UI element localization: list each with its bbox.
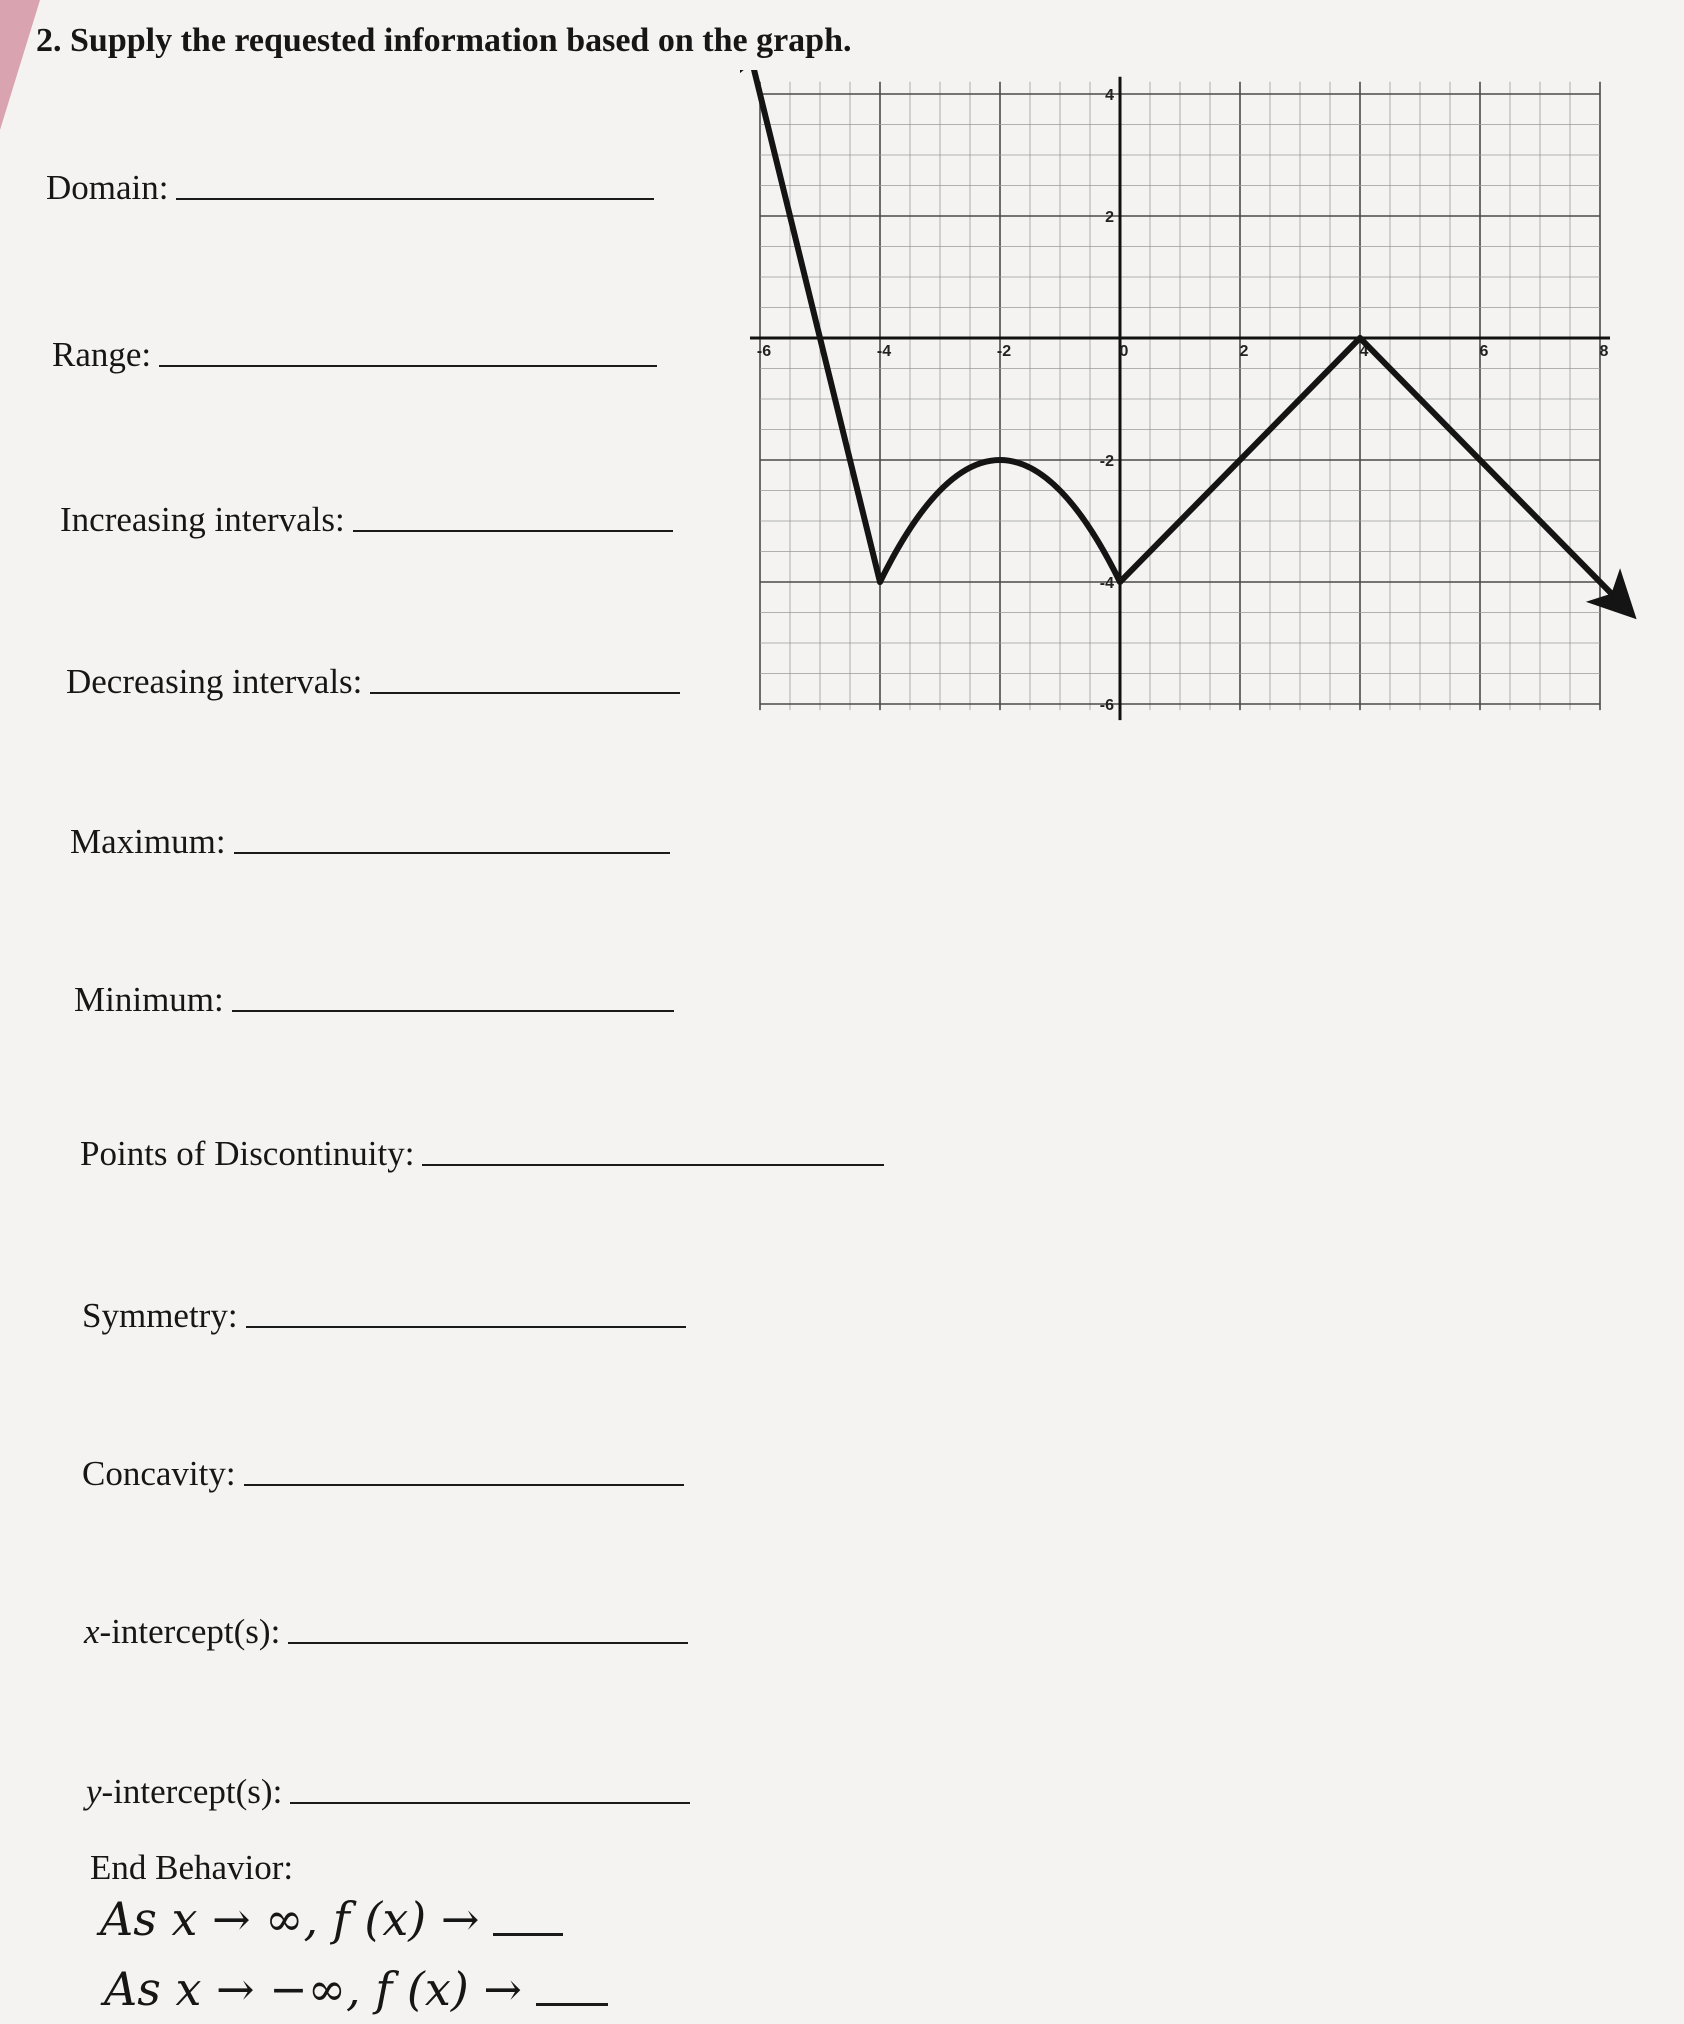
function-graph [740, 70, 1640, 790]
concavity-field [82, 1454, 684, 1494]
y-tick-label: 2 [1105, 209, 1114, 226]
y-tick-label: 4 [1105, 87, 1114, 104]
discontinuity-field [80, 1134, 884, 1174]
x-intercept-variable: x [84, 1612, 100, 1651]
y-intercept-field [86, 1772, 690, 1812]
x-tick-label: 8 [1599, 343, 1609, 360]
range-answer-line[interactable] [159, 364, 657, 367]
decreasing-field [66, 662, 680, 702]
symmetry-label: Symmetry: [82, 1296, 238, 1335]
question-title: 2. Supply the requested information based on the graph. [36, 22, 852, 59]
x-tick-label: 2 [1239, 343, 1249, 360]
decreasing-label: Decreasing intervals: [66, 662, 363, 701]
discontinuity-label: Points of Discontinuity: [80, 1134, 415, 1173]
range-field [52, 335, 657, 375]
concavity-answer-line[interactable] [244, 1483, 684, 1486]
domain-answer-line[interactable] [176, 197, 654, 200]
domain-field [46, 168, 654, 208]
x-tick-label: 4 [1359, 343, 1369, 360]
symmetry-field [82, 1296, 686, 1336]
page-corner-shade [0, 0, 40, 130]
end-behavior-negative [104, 1962, 608, 2016]
increasing-label: Increasing intervals: [60, 500, 345, 539]
maximum-label: Maximum: [70, 822, 226, 861]
minimum-field [74, 980, 674, 1020]
end-behavior-negative-blank[interactable] [536, 2002, 608, 2006]
minimum-answer-line[interactable] [232, 1009, 674, 1012]
end-behavior-positive [100, 1892, 563, 1946]
decreasing-answer-line[interactable] [370, 691, 680, 694]
concavity-label: Concavity: [82, 1454, 236, 1493]
discontinuity-answer-line[interactable] [422, 1163, 884, 1166]
grid [760, 82, 1600, 710]
x-tick-label: -4 [876, 343, 892, 360]
increasing-field [60, 500, 673, 540]
x-tick-label: -6 [756, 343, 772, 360]
x-tick-label: 6 [1479, 343, 1489, 360]
y-tick-label: -6 [1099, 697, 1114, 714]
x-intercept-label: -intercept(s): [99, 1612, 281, 1651]
range-label: Range: [52, 335, 152, 374]
end-behavior-title: End Behavior: [90, 1848, 294, 1887]
end-behavior-negative-text: As x → −∞, f (x) → [104, 1962, 522, 2016]
maximum-answer-line[interactable] [234, 851, 670, 854]
x-tick-label: -2 [996, 343, 1012, 360]
symmetry-answer-line[interactable] [246, 1325, 686, 1328]
x-intercept-field [84, 1612, 688, 1652]
y-intercept-label: -intercept(s): [101, 1772, 283, 1811]
x-intercept-answer-line[interactable] [288, 1641, 688, 1644]
minimum-label: Minimum: [74, 980, 224, 1019]
y-intercept-variable: y [86, 1772, 102, 1811]
y-tick-label: -2 [1099, 453, 1114, 470]
end-behavior-positive-blank[interactable] [493, 1932, 563, 1936]
maximum-field [70, 822, 670, 862]
y-tick-label: -4 [1099, 575, 1114, 592]
x-tick-label: 0 [1119, 343, 1129, 360]
increasing-answer-line[interactable] [353, 529, 673, 532]
domain-label: Domain: [46, 168, 169, 207]
end-behavior-positive-text: As x → ∞, f (x) → [100, 1892, 480, 1946]
curve-segment-4 [1360, 338, 1624, 606]
y-intercept-answer-line[interactable] [290, 1801, 690, 1804]
curve-segment-1 [748, 70, 880, 582]
